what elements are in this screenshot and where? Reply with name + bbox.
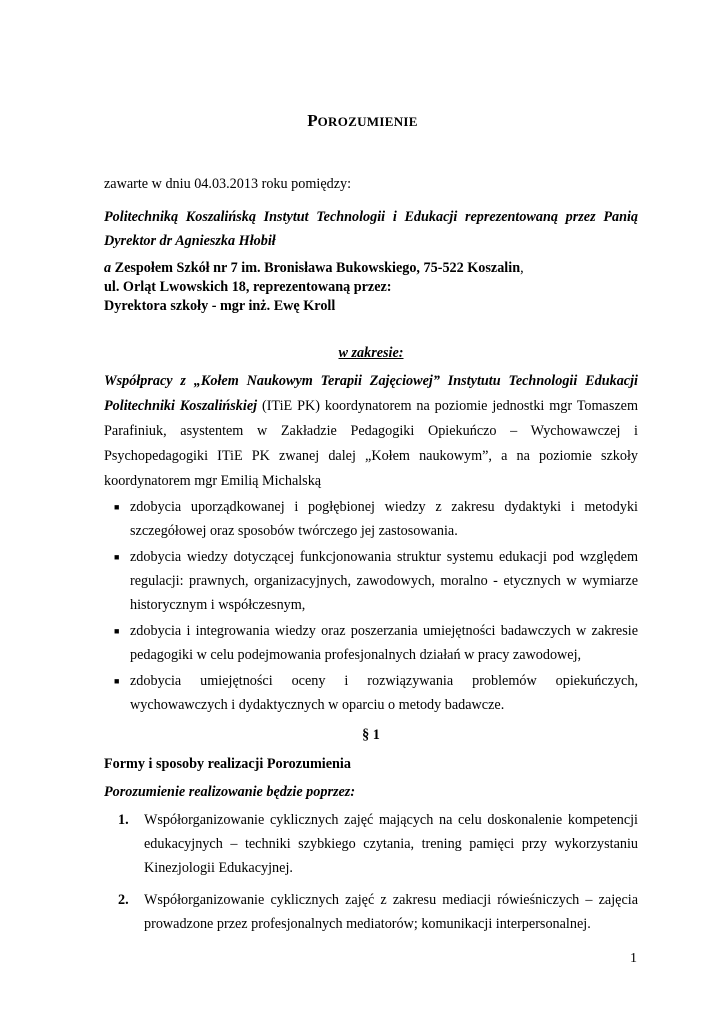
square-bullet-icon: ■ [114,676,120,686]
intro-text: zawarte w dniu 04.03.2013 roku pomiędzy: [104,176,352,192]
party-two-a: a [104,260,112,276]
list-item: 1. Współorganizowanie cyklicznych zajęć mających na celu doskonalenie kompetencji edukacyjnych – techniki szybkiego czytania, trening pamięci przy wykorzystaniu Kinezjologii Edukacyjnej. [118,812,638,876]
party-two-line2: ul. Orląt Lwowskich 18, reprezentowaną przez: [104,279,392,295]
party-two [104,259,638,316]
list-item: ■ zdobycia i integrowania wiedzy oraz poszerzania umiejętności badawczych w zakresie pedagogiki w celu podejmowania profesjonalnych działań w pracy zawodowej, [104,619,638,667]
party-one: Politechniką Koszalińską Instytut Technologii i Edukacji reprezentowaną przez Panią Dyrektor dr Agnieszka Hłobił [104,209,638,249]
title-rest: OROZUMIENIE [317,114,418,129]
scope-heading: w zakresie: [338,345,404,361]
square-bullet-icon: ■ [114,552,120,562]
list-item: ■ zdobycia uporządkowanej i pogłębionej wiedzy z zakresu dydaktyki i metodyki szczegółowej oraz sposobów twórczego jej zastosowania. [104,495,638,543]
section-title: Formy i sposoby realizacji Porozumienia [104,756,351,772]
document-title [0,111,725,131]
numbered-list [104,808,638,944]
scope-paragraph [104,369,638,494]
party-two-comma: , [520,260,524,276]
section-number: § 1 [362,727,380,743]
scope-rest: (ITiE PK) koordynatorem na poziomie jednostki mgr Tomaszem Parafiniuk, asystentem w Zakładzie Pedagogiki Opiekuńczo – Wychowawczej i Psychopedagogiki ITiE PK zwanej dalej „Kołem naukowym”, a na poziomie szkoły koordynatorem mgr Emilią Michalską [104,398,638,489]
party-two-line3: Dyrektora szkoły - mgr inż. Ewę Kroll [104,298,336,314]
square-bullet-icon: ■ [114,626,120,636]
list-item: ■ zdobycia wiedzy dotyczącej funkcjonowania struktur systemu edukacji pod względem regulacji: prawnych, organizacyjnych, zawodowych, moralno - etycznych w wymiarze historycznym i współczesnym, [104,545,638,617]
square-bullet-icon: ■ [114,502,120,512]
party-two-name: Zespołem Szkół nr 7 im. Bronisława Bukowskiego, 75-522 Koszalin [111,260,521,276]
section-subtitle: Porozumienie realizowanie będzie poprzez: [104,784,356,800]
scope-bold: Współpracy z „Kołem Naukowym Terapii Zajęciowej” Instytutu Technologii Edukacji Politechniki Koszalińskiej [104,373,638,414]
title-initial: P [307,111,318,130]
list-item: ■ zdobycia umiejętności oceny i rozwiązywania problemów opiekuńczych, wychowawczych i dydaktycznych w oparciu o metody badawcze. [104,669,638,717]
goals-list [104,495,638,719]
party-two-line1 [104,259,638,278]
page-number: 1 [630,951,637,966]
list-item: 2. Współorganizowanie cyklicznych zajęć z zakresu mediacji rówieśniczych – zajęcia prowadzone przez profesjonalnych mediatorów; komunikacji interpersonalnej. [118,892,638,932]
